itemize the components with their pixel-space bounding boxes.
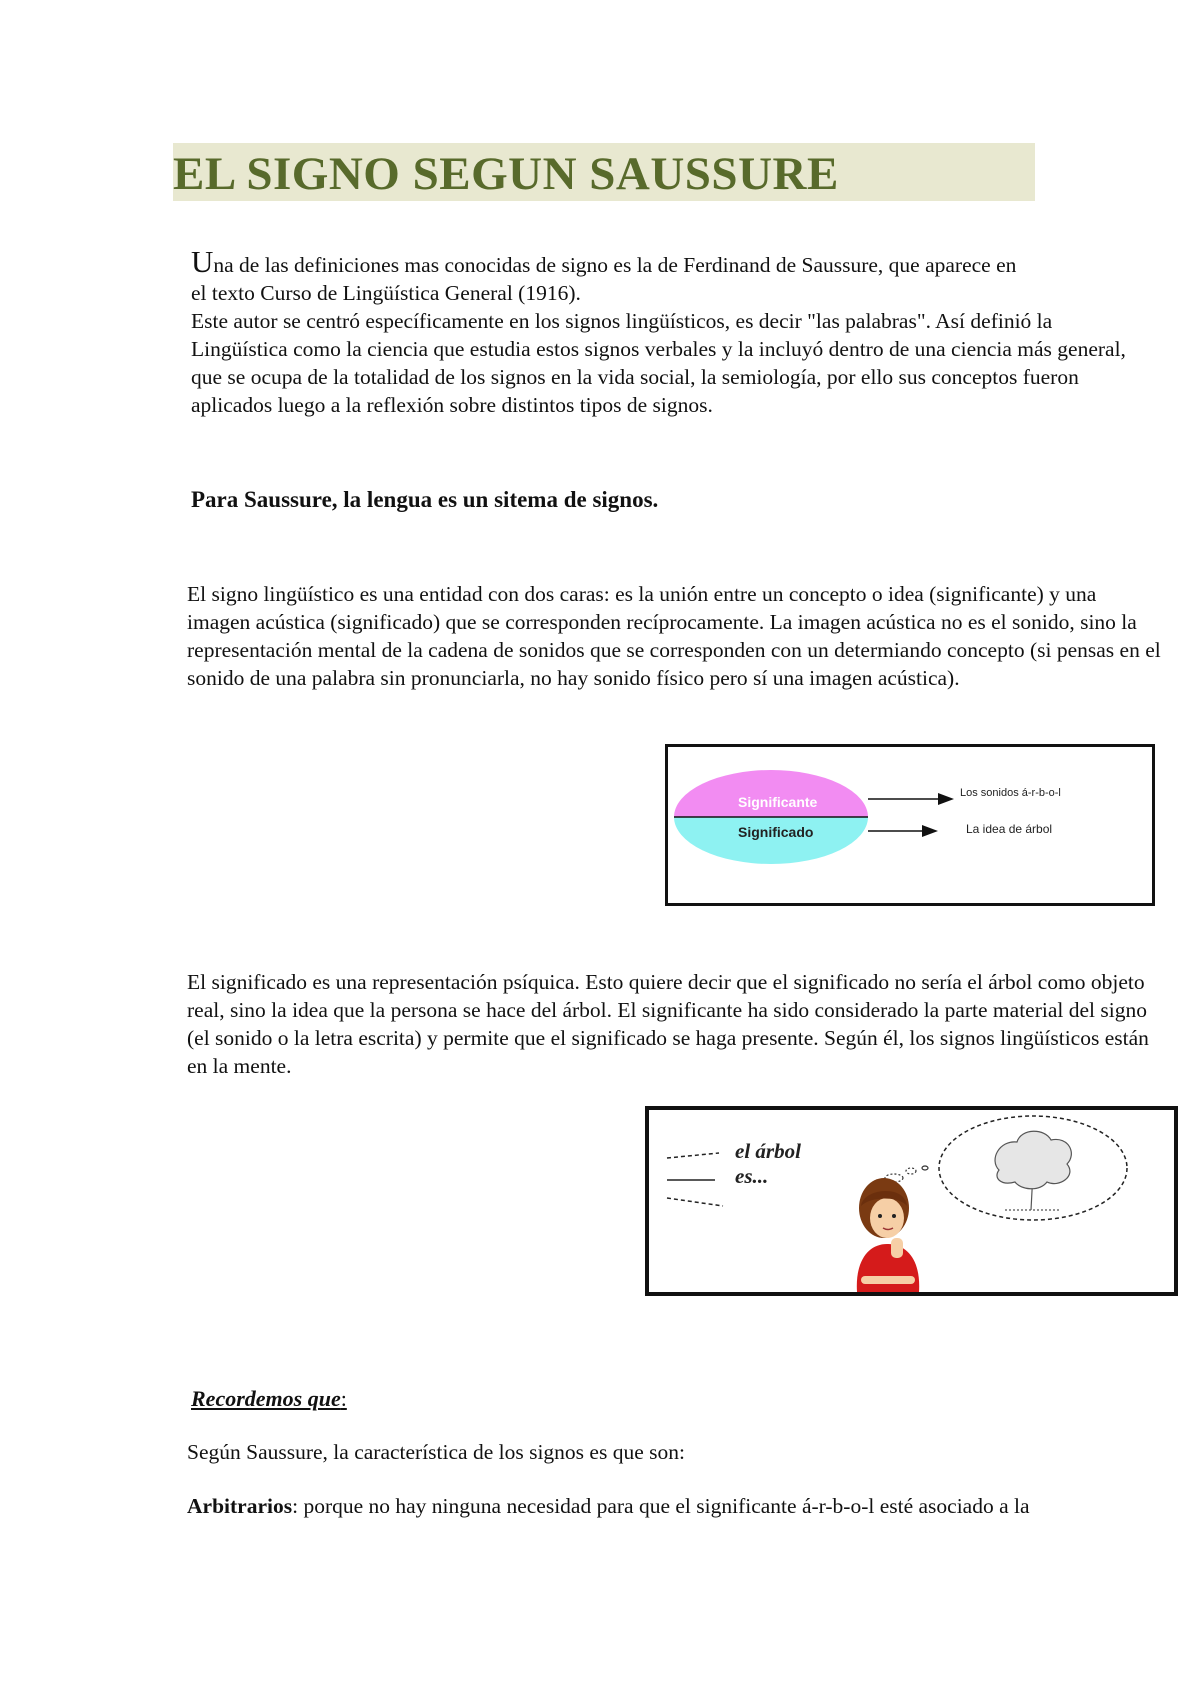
page-title: EL SIGNO SEGUN SAUSSURE [173, 148, 839, 200]
intro-line1: na de las definiciones mas conocidas de signo es la de Ferdinand de Saussure, que aparece en [213, 253, 1017, 277]
recordemos-heading [191, 1386, 347, 1412]
tree-illustration [645, 1106, 1178, 1296]
intro-paragraph [191, 244, 1141, 419]
arbitrarios-term: Arbitrarios [187, 1494, 293, 1518]
bottom-arrow-head [922, 825, 938, 837]
intro-body: Este autor se centró específicamente en los signos lingüísticos, es decir "las palabras". Así definió la Lingüística como la ciencia que estudia estos signos verbales y la incluyó dentro de una ciencia más general, que se ocupa de la totalidad de los signos en la vida social, la semiología, por ello sus conceptos fueron aplicados luego a la reflexión sobre distintos tipos de signos. [191, 309, 1126, 417]
drop-cap: U [191, 244, 214, 279]
tree-illustration-svg [649, 1110, 1174, 1292]
significante-label: Significante [738, 794, 818, 810]
intro-line2: el texto Curso de Lingüística General (1916). [191, 281, 581, 305]
top-arrow-head [938, 793, 954, 805]
characteristics-intro: Según Saussure, la característica de los signos es que son: [187, 1440, 685, 1464]
top-arrow-text: Los sonidos á-r-b-o-l [960, 787, 1061, 799]
speech-line-1 [667, 1153, 719, 1158]
arbitrarios-text: : porque no hay ninguna necesidad para que el significante á-r-b-o-l esté asociado a la [292, 1494, 1030, 1518]
sign-diagram-svg [668, 747, 1152, 903]
lead-statement: Para Saussure, la lengua es un sitema de signos. [191, 487, 659, 512]
girl-thinking-icon [857, 1178, 919, 1292]
meaning-paragraph: El significado es una representación psíquica. Esto quiere decir que el significado no sería el árbol como objeto real, sino la idea que la persona se hace del árbol. El significante ha sido considerado la parte material del signo (el sonido o la letra escrita) y permite que el significado se haga presente. Según él, los signos lingüísticos están en la mente. [187, 970, 1149, 1078]
speech-line-3 [667, 1198, 723, 1206]
bottom-arrow-text: La idea de árbol [966, 822, 1053, 836]
recordemos-colon: : [340, 1386, 347, 1411]
sign-paragraph: El signo lingüístico es una entidad con dos caras: es la unión entre un concepto o idea (significante) y una imagen acústica (significado) que se corresponden recíprocamente. La imagen acústica no es el sonido, sino la representación mental de la cadena de sonidos que se corresponden con un determiando concepto (si pensas en el sonido de una palabra sin pronunciarla, no hay sonido físico pero sí una imagen acústica). [187, 582, 1161, 690]
speech-text-2: es... [735, 1164, 769, 1188]
sign-diagram [665, 744, 1155, 906]
recordemos-label: Recordemos que [191, 1386, 341, 1411]
speech-text-1: el árbol [735, 1139, 801, 1163]
arbitrarios-line [187, 1494, 1030, 1519]
significado-label: Significado [738, 824, 814, 840]
